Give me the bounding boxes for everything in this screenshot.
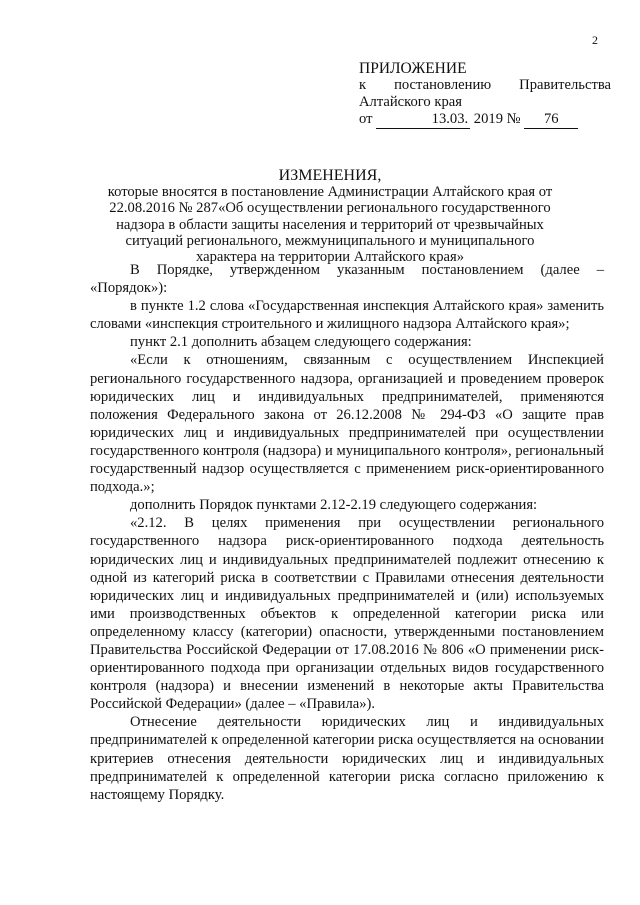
- heading-subtitle: которые вносятся в постановление Администрации Алтайского края от 22.08.2016 № 287«Об осуществлении регионального государственного надзора в области защиты населения и территорий от чрезвычайных ситуаций регионального, межмуниципального и муниципального характера на территории Алтайского края»: [107, 184, 553, 266]
- appendix-title: ПРИЛОЖЕНИЕ: [359, 60, 467, 77]
- resolution-number: 76: [524, 111, 578, 129]
- document-body: [90, 261, 604, 804]
- date-year: 2019: [473, 111, 503, 127]
- paragraph-6: «2.12. В целях применения при осуществлении регионального государственного надзора риск-ориентированного подхода деятельность юридических лиц и индивидуальных предпринимателей подлежит отнесению к одной из категорий риска в соответствии с Правилами отнесения деятельности юридических лиц и индивидуальных предпринимателей и (или) используемых ими производственных объектов к определенной категории риска или определенному классу (категории) опасности, утвержденными постановлением Правительства Российской Федерации от 17.08.2016 № 806 «О применении риск-ориентированного подхода при организации отдельных видов государственного контроля (надзора) и внесении изменений в некоторые акты Правительства Российской Федерации» (далее – «Правила»).: [90, 515, 604, 713]
- paragraph-2: в пункте 1.2 слова «Государственная инспекция Алтайского края» заменить словами «инспекция строительного и жилищного надзора Алтайского края»;: [90, 298, 604, 333]
- date-prefix: от: [359, 111, 373, 127]
- appendix-block: [359, 60, 611, 129]
- paragraph-5: дополнить Порядок пунктами 2.12-2.19 следующего содержания:: [130, 497, 538, 514]
- paragraph-4: «Если к отношениям, связанным с осуществлением Инспекцией регионального государственного надзора, организацией и проведением проверок юридических лиц и индивидуальных предпринимателей, применяются положения Федерального закона от 26.12.2008 № 294-ФЗ «О защите прав юридических лиц и индивидуальных предпринимателей при осуществлении государственного контроля (надзора) и муниципального контроля», региональный государственный надзор осуществляется с применением риск-ориентированного подхода.»;: [90, 352, 604, 496]
- paragraph-3: пункт 2.1 дополнить абзацем следующего содержания:: [130, 334, 472, 351]
- number-sign: №: [506, 111, 521, 127]
- appendix-resolution-line: к постановлению Правительства: [359, 77, 611, 93]
- page-number: 2: [592, 33, 598, 47]
- changes-heading: [105, 168, 555, 265]
- paragraph-7: Отнесение деятельности юридических лиц и индивидуальных предпринимателей к определенной категории риска осуществляется на основании критериев отнесения деятельности юридических лиц и индивидуальных предпринимателей к определенной категории риска согласно приложению к настоящему Порядку.: [90, 714, 604, 803]
- date-value: 13.03.: [376, 111, 470, 129]
- heading-title: ИЗМЕНЕНИЯ,: [278, 167, 382, 184]
- paragraph-1: В Порядке, утвержденном указанным постановлением (далее – «Порядок»):: [90, 262, 604, 297]
- appendix-region-line: Алтайского края: [359, 94, 462, 110]
- appendix-date-line: [359, 111, 611, 129]
